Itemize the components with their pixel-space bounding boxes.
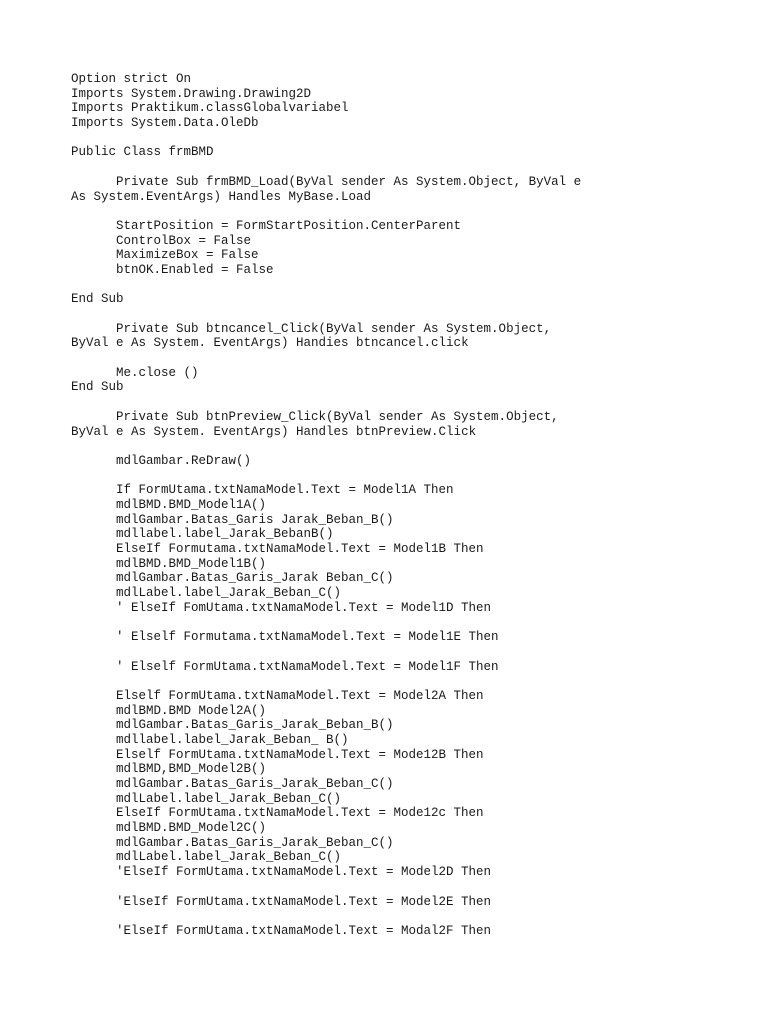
code-line: mdlGambar.Batas_Garis_Jarak_Beban_C() (116, 777, 394, 791)
code-line: Me.close () (116, 365, 199, 380)
code-line: mdlGambar.Batas_Garis_Jarak_Beban_C() (116, 835, 394, 850)
code-line: mdlGambar.ReDraw() (116, 453, 252, 468)
code-line: mdlGambar.Batas_Garis_Jarak Beban_C() (116, 571, 394, 586)
code-line: Imports System.Data.OleDb (71, 116, 259, 131)
code-line: End Sub (71, 292, 124, 307)
blank-line (71, 160, 731, 175)
code-line: Elself FormUtama.txtNamaModel.Text = Mode12B Then (116, 747, 484, 762)
code-line: Option strict On (71, 72, 192, 86)
code-line: Imports System.Drawing.Drawing2D (71, 86, 312, 101)
code-line: Public Class frmBMD (71, 145, 214, 160)
blank-line (71, 439, 731, 454)
blank-line (71, 469, 731, 484)
code-line: Private Sub btnPreview_Click(ByVal sender As System.Object, (116, 409, 559, 424)
code-line: If FormUtama.txtNamaModel.Text = Model1A Then (116, 483, 454, 498)
blank-line (71, 204, 731, 219)
code-line: MaximizeBox = False (116, 248, 259, 263)
code-line: mdlBMD.BMD_Model1A() (116, 497, 267, 512)
code-line: Private Sub btncancel_Click(ByVal sender As System.Object, (116, 321, 552, 336)
code-line: End Sub (71, 380, 124, 395)
code-line: mdlLabel.label_Jarak_Beban_C() (116, 850, 342, 865)
code-line: ByVal e As System. EventArgs) Handies btncancel.click (71, 336, 469, 351)
code-line: 'ElseIf FormUtama.txtNamaModel.Text = Modal2F Then (116, 923, 492, 938)
blank-line (71, 395, 731, 410)
code-line: mdllabel.label_Jarak_Beban_ B() (116, 732, 349, 747)
code-line: mdlLabel.label_Jarak_Beban_C() (116, 586, 342, 601)
blank-line (71, 645, 731, 660)
code-line: mdlBMD.BMD Model2A() (116, 703, 267, 718)
code-line: mdlBMD.BMD_Model1B() (116, 556, 267, 571)
code-line: Imports Praktikum.classGlobalvariabel (71, 101, 349, 116)
code-line: ElseIf FormUtama.txtNamaModel.Text = Mode12c Then (116, 806, 484, 821)
code-line: btnOK.Enabled = False (116, 262, 274, 277)
blank-line (71, 880, 731, 895)
code-line: ' ElseIf FomUtama.txtNamaModel.Text = Model1D Then (116, 600, 492, 615)
blank-line (71, 674, 731, 689)
code-line: StartPosition = FormStartPosition.CenterParent (116, 218, 462, 233)
code-line: mdlLabel.label_Jarak_Beban_C() (116, 791, 342, 806)
code-line: ' Elself Formutama.txtNamaModel.Text = Model1E Then (116, 630, 499, 645)
code-line: ' Elself FormUtama.txtNamaModel.Text = Model1F Then (116, 659, 499, 674)
code-line: 'ElseIf FormUtama.txtNamaModel.Text = Model2D Then (116, 865, 492, 880)
code-line: ByVal e As System. EventArgs) Handles btnPreview.Click (71, 424, 477, 439)
blank-line (71, 909, 731, 924)
code-line: mdlBMD.BMD_Model2C() (116, 821, 267, 836)
code-line: Private Sub frmBMD_Load(ByVal sender As System.Object, ByVal e (116, 174, 582, 189)
code-line: ControlBox = False (116, 233, 252, 248)
code-line: mdllabel.label_Jarak_BebanB() (116, 527, 334, 542)
blank-line (71, 131, 731, 146)
blank-line (71, 278, 731, 293)
blank-line (71, 351, 731, 366)
code-line: 'ElseIf FormUtama.txtNamaModel.Text = Model2E Then (116, 894, 492, 909)
code-line: mdlGambar.Batas_Garis_Jarak_Beban_B() (116, 718, 394, 733)
code-line: ElseIf Formutama.txtNamaModel.Text = Model1B Then (116, 542, 484, 556)
code-line: Elself FormUtama.txtNamaModel.Text = Model2A Then (116, 688, 484, 703)
code-line: mdlGambar.Batas_Garis Jarak_Beban_B() (116, 512, 394, 527)
code-listing (71, 72, 731, 939)
code-line: mdlBMD,BMD_Model2B() (116, 762, 267, 777)
code-line: As System.EventArgs) Handles MyBase.Load (71, 189, 372, 204)
blank-line (71, 307, 731, 322)
blank-line (71, 615, 731, 630)
